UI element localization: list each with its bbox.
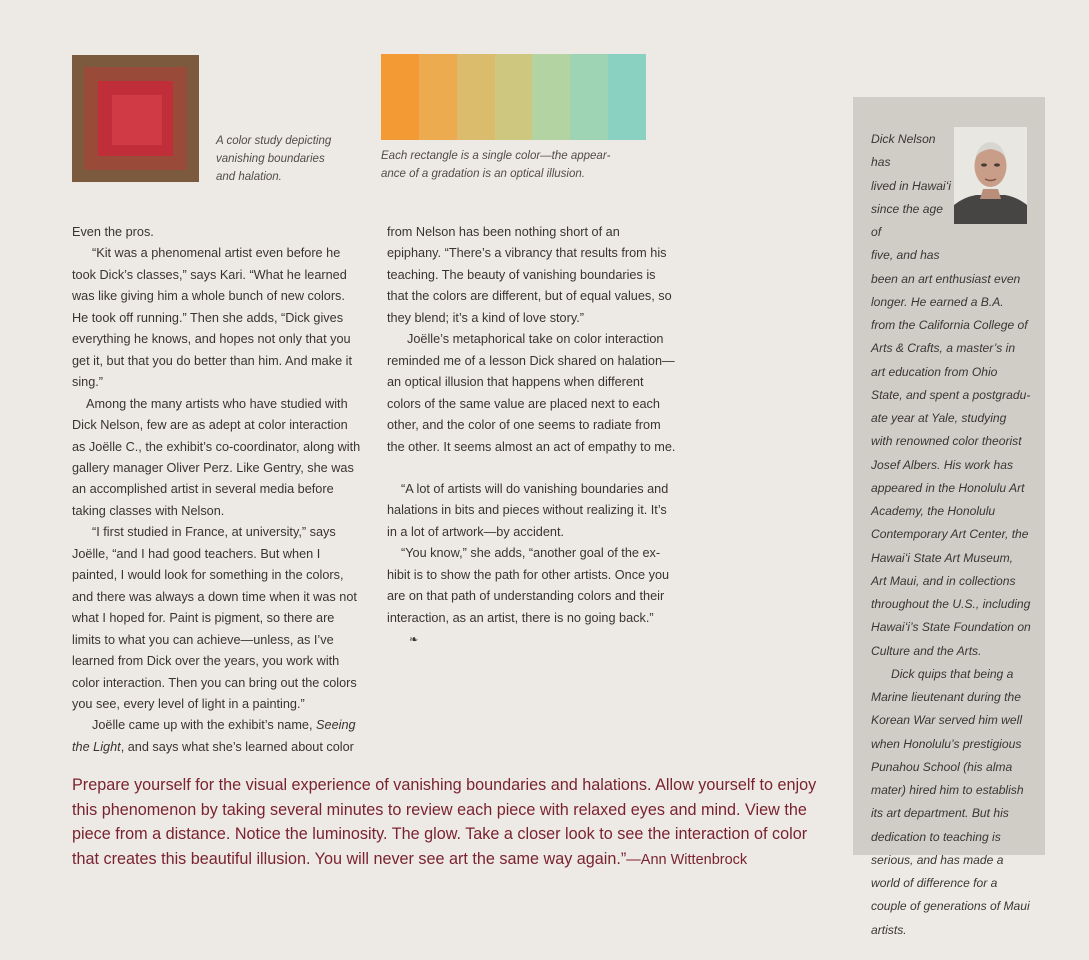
article-paragraph: “A lot of artists will do vanishing boundaries and halations in bits and pieces without realizing it. It’s in a lot of artwork—by accident.: [387, 481, 669, 539]
pull-quote-attribution: —Ann Wittenbrock: [626, 852, 748, 869]
pull-quote: [72, 773, 832, 873]
bio-paragraph: Dick quips that being a Marine lieutenant during the Korean War served him well when Honolulu’s prestigious Punahou School (his alma mater) hired him to establish its art department. But his dedication to teaching is serious, and has made a world of difference for a couple of generations of Maui artists.: [871, 666, 1030, 937]
color-band: [381, 54, 419, 140]
bio-line: since the age of: [871, 201, 943, 239]
color-bands-image: [381, 54, 646, 140]
color-study-image: [72, 55, 199, 182]
article-paragraph: from Nelson has been nothing short of an epiphany. “There’s a vibrancy that results from his teaching. The beauty of vanishing boundaries is that the colors are different, but of equal values, so they blend; it’s a kind of love story.”: [387, 225, 672, 325]
end-mark-icon: ❧: [409, 634, 418, 647]
article-paragraph: Among the many artists who have studied with Dick Nelson, few are as adept at color interaction as Joëlle C., the exhibit’s co-coordinator, along with gallery manager Oliver Perz. Like Gentry, she was an accomplished artist in several media before taking classes with Nelson.: [72, 396, 361, 518]
color-study-core: [112, 95, 162, 145]
bio-line: five, and has: [871, 248, 940, 263]
article-paragraph: “I first studied in France, at university,” says Joëlle, “and I had good teachers. But when I painted, I would look for something in the colors, and there was always a down time when it was not what I hoped for. Paint is pigment, so there are limits to what you can achieve—unless, as I’ve learned from Dick over the years, you work with color interaction. Then you can bring out the colors you see, every level of light in a painting.”: [72, 525, 357, 711]
pull-quote-text: Prepare yourself for the visual experience of vanishing boundaries and halations. Allow yourself to enjoy this phenomenon by taking several minutes to review each piece with relaxed eyes and mind. View the piece from a distance. Notice the luminosity. The glow. Take a closer look to see the interaction of color that creates this beautiful illusion. You will never see art the same way again.”: [72, 776, 817, 869]
color-band: [419, 54, 457, 140]
bio-paragraph: been an art enthusiast even longer. He earned a B.A. from the California College of Arts & Crafts, a master’s in art education from Ohio State, and spent a postgraduate year at Yale, studying with renowned color theorist Josef Albers. His work has appeared in the Honolulu Art Academy, the Honolulu Contemporary Art Center, the Hawaiʻi State Art Museum, Art Maui, and in collections throughout the U.S., including Hawaiʻi’s State Foundation on Culture and the Arts.: [871, 271, 1031, 658]
color-study-caption: A color study depicting vanishing boundaries and halation.: [216, 135, 332, 183]
color-band: [457, 54, 495, 140]
color-band: [608, 54, 646, 140]
article-paragraph: Even the pros.: [72, 225, 154, 239]
bio-line: Dick Nelson has: [871, 132, 936, 170]
article-paragraph: “Kit was a phenomenal artist even before he took Dick’s classes,” says Kari. “What he learned was like giving him a whole bunch of new colors. He took off running.” Then she adds, “Dick gives everything he knows, and hopes not only that you get it, but that you do better than him. And make it sing.”: [72, 246, 352, 390]
color-band: [570, 54, 608, 140]
article-paragraph: Joëlle’s metaphorical take on color interaction reminded me of a lesson Dick shared on halation—an optical illusion that happens when different colors of the same value are placed next to each other, and the color of one seems to radiate from the other. It seems almost an act of empathy to me.: [387, 332, 676, 454]
article-column-1: [72, 222, 362, 758]
article-paragraph: “You know,” she adds, “another goal of the exhibit is to show the path for other artists. Once you are on that path of understanding colors and their interaction, as an artist, there is no going back.”❧: [387, 543, 677, 651]
bio-line: lived in Hawaiʻi: [871, 178, 951, 193]
article-column-2: [387, 222, 677, 652]
bio-text: [871, 128, 1031, 942]
color-band: [495, 54, 533, 140]
exhibit-title: Seeing the Light: [72, 718, 356, 754]
article-paragraph: Joëlle came up with the exhibit’s name, Seeing the Light, and says what she’s learned about color: [72, 718, 356, 754]
color-band: [532, 54, 570, 140]
color-bands-caption: Each rectangle is a single color—the appearance of a gradation is an optical illusion.: [381, 150, 611, 180]
